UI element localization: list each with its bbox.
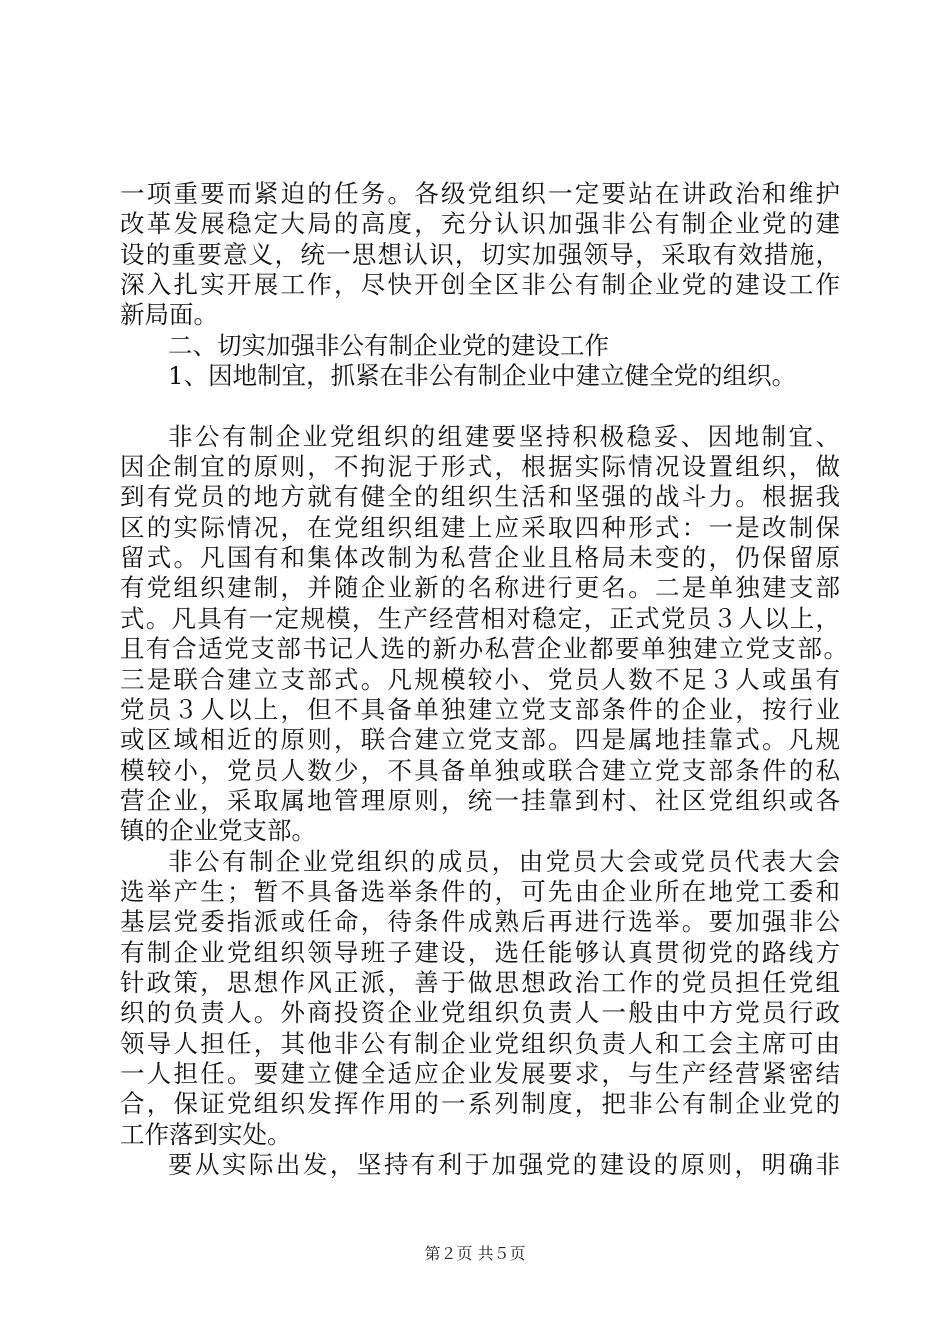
body-text-line: 深入扎实开展工作，尽快开创全区非公有制企业党的建设工作 xyxy=(120,270,840,299)
section-heading: 二、切实加强非公有制企业党的建设工作 xyxy=(168,331,609,360)
body-text-line: 针政策，思想作风正派，善于做思想政治工作的党员担任党组 xyxy=(120,968,840,997)
page-number-footer: 第２页 共５页 xyxy=(424,1244,526,1263)
body-text-line: 织的负责人。外商投资企业党组织负责人一般由中方党员行政 xyxy=(120,998,840,1027)
body-text-line: 改革发展稳定大局的高度，充分认识加强非公有制企业党的建 xyxy=(120,209,840,238)
body-text-line: 或区域相近的原则，联合建立党支部。四是属地挂靠式。凡规 xyxy=(120,725,840,754)
body-text-line: 因企制宜的原则，不拘泥于形式，根据实际情况设置组织，做 xyxy=(120,452,840,481)
body-text-line: 设的重要意义，统一思想认识，切实加强领导，采取有效措施， xyxy=(120,240,840,269)
body-text-line: 要从实际出发，坚持有利于加强党的建设的原则，明确非 xyxy=(168,1150,840,1179)
body-text-line: 镇的企业党支部。 xyxy=(120,816,316,845)
body-text-line: 有制企业党组织领导班子建设，选任能够认真贯彻党的路线方 xyxy=(120,938,840,967)
body-text-line: 非公有制企业党组织的组建要坚持积极稳妥、因地制宜、 xyxy=(168,422,840,451)
subsection-heading: 1、因地制宜，抓紧在非公有制企业中建立健全党的组织。 xyxy=(168,361,797,390)
body-text-line: 一项重要而紧迫的任务。各级党组织一定要站在讲政治和维护 xyxy=(120,179,840,208)
body-text-line: 到有党员的地方就有健全的组织生活和坚强的战斗力。根据我 xyxy=(120,482,840,511)
body-text-line: 一人担任。要建立健全适应企业发展要求，与生产经营紧密结 xyxy=(120,1059,840,1088)
body-text-line: 区的实际情况，在党组织组建上应采取四种形式：一是改制保 xyxy=(120,513,840,542)
body-text-line: 工作落到实处。 xyxy=(120,1120,292,1149)
body-text-line: 有党组织建制，并随企业新的名称进行更名。二是单独建支部 xyxy=(120,573,840,602)
body-text-line: 选举产生；暂不具备选举条件的，可先由企业所在地党工委和 xyxy=(120,877,840,906)
body-text-line: 党员３人以上，但不具备单独建立党支部条件的企业，按行业 xyxy=(120,695,840,724)
body-text-line: 模较小，党员人数少，不具备单独或联合建立党支部条件的私 xyxy=(120,756,840,785)
body-text-line: 合，保证党组织发挥作用的一系列制度，把非公有制企业党的 xyxy=(120,1089,840,1118)
body-text-line: 留式。凡国有和集体改制为私营企业且格局未变的，仍保留原 xyxy=(120,543,840,572)
body-text-line: 基层党委指派或任命，待条件成熟后再进行选举。要加强非公 xyxy=(120,907,840,936)
body-text-line: 式。凡具有一定规模，生产经营相对稳定，正式党员３人以上， xyxy=(120,604,840,633)
body-text-line: 营企业，采取属地管理原则，统一挂靠到村、社区党组织或各 xyxy=(120,786,840,815)
body-text-line: 三是联合建立支部式。凡规模较小、党员人数不足３人或虽有 xyxy=(120,665,840,694)
body-text-line: 领导人担任，其他非公有制企业党组织负责人和工会主席可由 xyxy=(120,1029,840,1058)
body-text-line: 新局面。 xyxy=(120,300,218,329)
body-text-line: 非公有制企业党组织的成员，由党员大会或党员代表大会 xyxy=(168,847,840,876)
body-text-line: 且有合适党支部书记人选的新办私营企业都要单独建立党支部。 xyxy=(120,634,848,663)
